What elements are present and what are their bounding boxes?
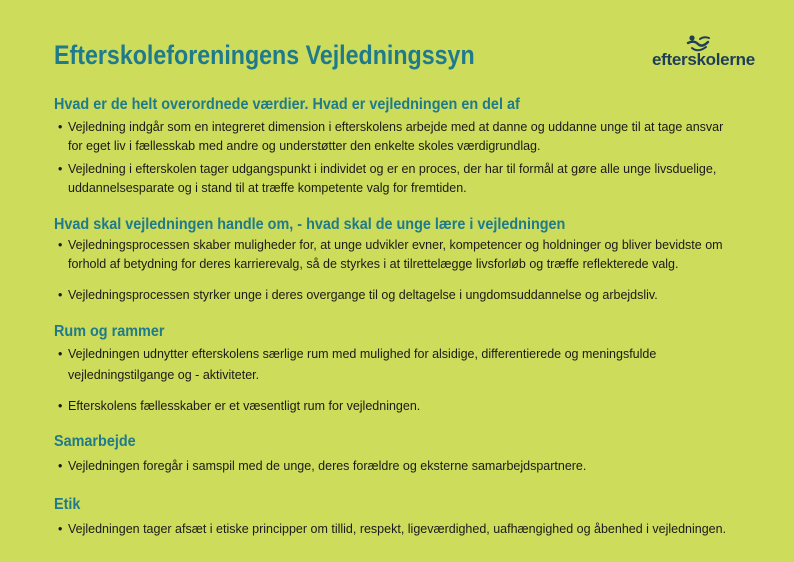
section-heading-collaboration: Samarbejde [54, 433, 136, 450]
logo-wordmark: efterskolerne [652, 50, 755, 69]
bullet-item: • Vejledningsprocessen skaber muligheder for, at unge udvikler evner, kompetencer og holdninger og bliver bevidste om forhold af betydning for deres karrierevalg, så de styrkes i at tilrettelægge livsforløb og træffe reflekterede valg. [58, 238, 723, 271]
bullet-item: • Vejledningen udnytter efterskolens særlige rum med mulighed for alsidige, differentierede og meningsfulde vejledningstilgange og - aktiviteter. [58, 347, 657, 382]
bullet-item: • Vejledningsprocessen styrker unge i deres overgange til og deltagelse i ungdomsuddannelse og arbejdsliv. [58, 288, 658, 302]
efterskolerne-logo [652, 36, 772, 70]
bullet-item: • Efterskolens fællesskaber er et væsentligt rum for vejledningen. [58, 399, 421, 413]
bullet-item: • Vejledning indgår som en integreret dimension i efterskolens arbejde med at danne og uddanne unge til at tage ansvar for eget liv i fællesskab med andre og understøtter den enkelte skoles værdigrundlag. [58, 120, 724, 153]
page-title: Efterskoleforeningens Vejledningssyn [54, 40, 475, 70]
section-heading-values: Hvad er de helt overordnede værdier. Hvad er vejledningen en del af [54, 96, 520, 113]
bullet-item: • Vejledningen foregår i samspil med de unge, deres forældre og eksterne samarbejdspartnere. [58, 459, 587, 473]
section-heading-rooms: Rum og rammer [54, 323, 165, 340]
section-heading-ethics: Etik [54, 496, 81, 513]
bullet-item: • Vejledningen tager afsæt i etiske principper om tillid, respekt, ligeværdighed, uafhængighed og åbenhed i vejledningen. [58, 522, 727, 536]
bullet-item: • Vejledning i efterskolen tager udgangspunkt i individet og er en proces, der har til formål at gøre alle unge livsduelige, uddannelsesparate og i stand til at træffe kompetente valg for fremtiden. [58, 162, 717, 195]
section-heading-content: Hvad skal vejledningen handle om, - hvad skal de unge lære i vejledningen [54, 216, 566, 233]
